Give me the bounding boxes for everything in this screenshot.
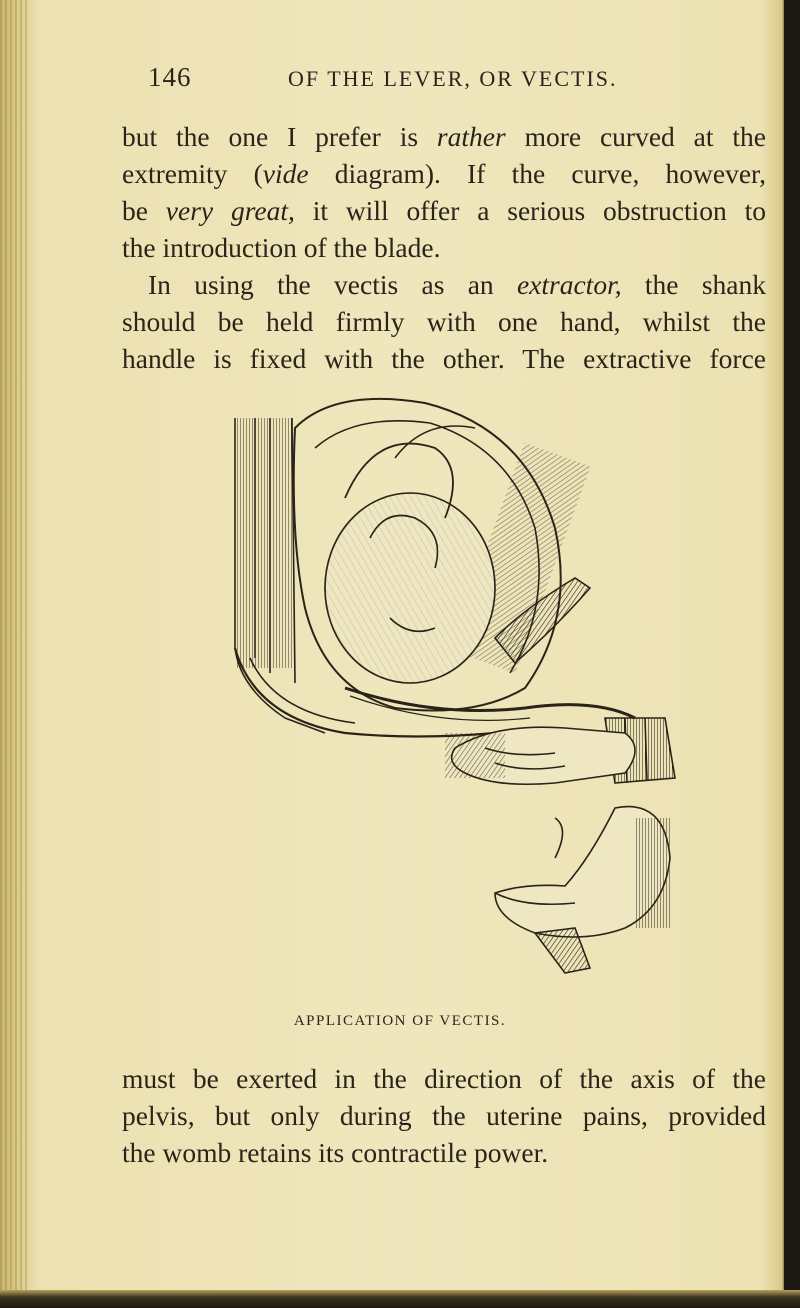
text-line: be very great, it will offer a serious obstruction to — [122, 195, 766, 226]
book-right-edge — [784, 0, 800, 1308]
paragraph-extractor — [122, 266, 766, 377]
text-line: but the one I prefer is rather more curved at the — [122, 121, 766, 152]
text-line: must be exerted in the direction of the axis of the — [122, 1063, 766, 1094]
vertebrae-shading — [237, 418, 292, 668]
text-line: handle is fixed with the other. The extractive force — [122, 343, 766, 374]
paragraph-after-figure — [122, 1060, 766, 1171]
text-line: extremity (vide diagram). If the curve, however, — [122, 158, 766, 189]
figure-caption: APPLICATION OF VECTIS. — [293, 1013, 507, 1029]
text-line: pelvis, but only during the uterine pains, provided — [122, 1100, 766, 1131]
page-number: 146 — [148, 62, 192, 92]
text-line: the introduction of the blade. — [122, 232, 441, 263]
vectis-illustration — [195, 388, 705, 988]
text-line: the womb retains its contractile power. — [122, 1137, 549, 1168]
paragraph-continuation — [122, 118, 766, 266]
book-bottom-edge — [0, 1290, 800, 1308]
running-title: OF THE LEVER, OR VECTIS. — [288, 66, 618, 91]
running-header — [148, 62, 628, 98]
book-gutter-edge — [0, 0, 28, 1308]
text-line: should be held firmly with one hand, whilst the — [122, 306, 766, 337]
text-line: In using the vectis as an extractor, the shank — [148, 269, 766, 300]
